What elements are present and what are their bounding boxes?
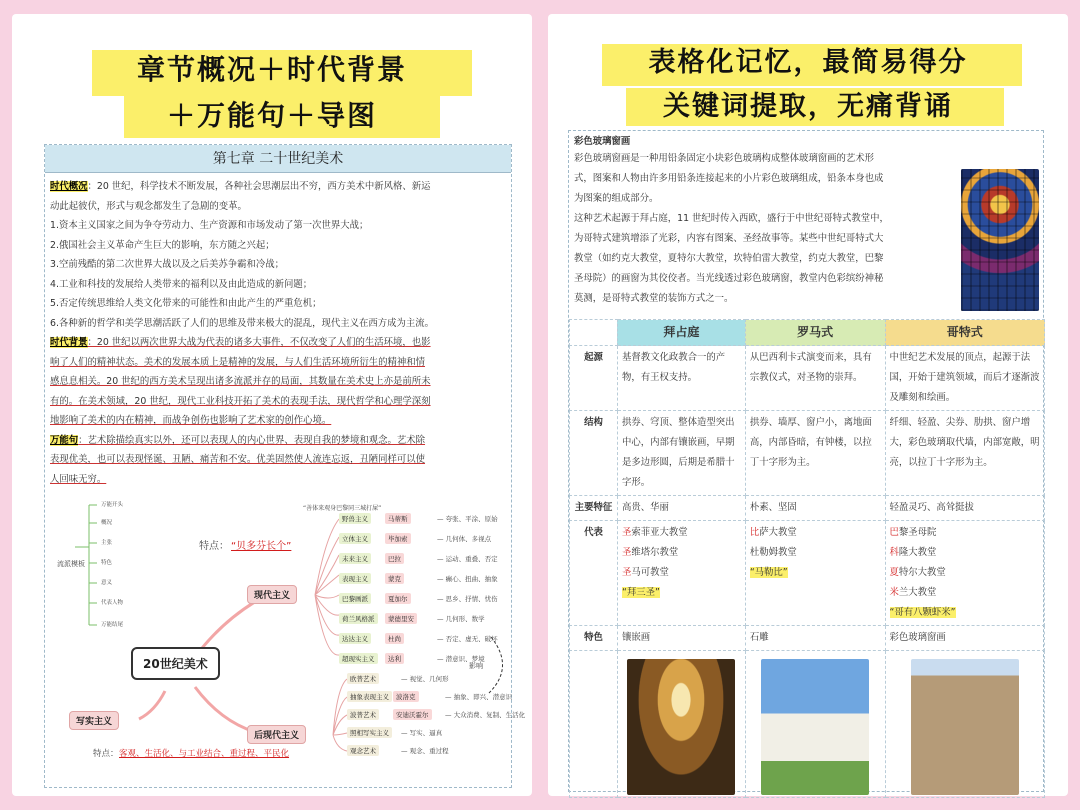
right-page xyxy=(548,14,1068,796)
list-item xyxy=(622,543,741,563)
table-cell: 轻盈灵巧、高耸挺拔 xyxy=(885,496,1044,521)
sentence-line xyxy=(50,431,506,451)
sentence-text-2: 表现优美，也可以表现怪诞、丑陋、痛苦和不安。优美固然使人流连忘返，丑陋同样可以使 xyxy=(50,454,426,465)
rest-text: 索菲亚大教堂 xyxy=(631,527,688,538)
table-cell: 朴素、坚固 xyxy=(745,496,885,521)
row-label-representative: 代表 xyxy=(570,521,618,626)
table-cell: 镶嵌画 xyxy=(617,626,745,651)
overview-line xyxy=(50,177,506,197)
background-text-2: 响了人们的精神状态。美术的发展本质上是精神的发展，与人们生活环境所衍生的精神和情 xyxy=(50,356,426,368)
legend-item-7: 万能结尾 xyxy=(101,622,124,628)
header-byzantine: 拜占庭 xyxy=(617,320,745,346)
mind-map-description: — 观念、重过程 xyxy=(401,747,449,755)
overview-text: ：20 世纪，科学技术不断发展，各种社会思潮层出不穷，西方美术中新风格、新运 xyxy=(87,181,431,192)
header-gothic: 哥特式 xyxy=(885,320,1044,346)
first-char: 米 xyxy=(889,587,899,598)
legend-item-1: 万能开头 xyxy=(101,502,124,508)
table-row xyxy=(570,496,1045,521)
first-char: 巴 xyxy=(889,527,899,538)
table-cell: 从巴西利卡式演变而来，具有宗教仪式，对圣物的崇拜。 xyxy=(745,346,885,411)
mind-map-description: — 抽象、即兴、潜意识 xyxy=(445,693,513,701)
mnemonic xyxy=(750,563,881,583)
table-row xyxy=(570,521,1045,626)
legend-item-2: 概况 xyxy=(101,520,113,526)
mind-map-school: 巴黎画派 xyxy=(339,593,371,604)
overview-text-2: 动此起彼伏，形式与观念都发生了急剧的变革。 xyxy=(50,200,247,212)
table-cell xyxy=(885,521,1044,626)
left-page xyxy=(12,14,532,796)
mind-map-school: 野兽主义 xyxy=(339,513,371,524)
point-6: 6.各种新的哲学和美学思潮活跃了人们的思维及带来极大的混乱，现代主义在西方成为主流。 xyxy=(50,317,434,329)
feature-1-text: “贝多芬长个” xyxy=(231,541,292,552)
rest-text: 兰大教堂 xyxy=(898,587,937,598)
point-1: 1.资本主义国家之间为争夺劳动力、生产资源和市场发动了第一次世界大战； xyxy=(50,220,369,231)
comparison-document xyxy=(568,130,1044,792)
feature-1-label: 特点： xyxy=(199,541,229,552)
mind-map-artist: 安迪沃霍尔 xyxy=(393,709,432,720)
mind-map-description: — 几何体、多视点 xyxy=(437,535,492,543)
mind-map-artist: 夏加尔 xyxy=(385,593,411,604)
background-text-5: 地影响了美术的内在精神，而战争创伤也影响了艺术家的创作心境。 xyxy=(50,415,332,426)
mind-map-center: 20世纪美术 xyxy=(131,647,220,680)
table-row xyxy=(570,651,1045,798)
stained-glass-image xyxy=(961,169,1039,311)
mind-map-description: — 潜意识、梦境 xyxy=(437,655,485,663)
feature-2-label: 特点： xyxy=(93,749,119,759)
mind-map-description: — 否定、虚无、破坏 xyxy=(437,635,498,643)
table-cell xyxy=(885,651,1044,798)
table-cell: 高贵、华丽 xyxy=(617,496,745,521)
sentence-text-1: ：艺术除描绘真实以外，还可以表现人的内心世界、表现自我的梦境和观念。艺术除 xyxy=(78,434,426,446)
sentence-text-3: 人回味无穷。 xyxy=(50,473,107,485)
rest-text: 马可教堂 xyxy=(631,567,669,578)
mind-map-school: 荷兰风格派 xyxy=(339,613,378,624)
row-label-origin: 起源 xyxy=(570,346,618,411)
mind-map-school: 波普艺术 xyxy=(347,709,379,720)
mind-map-school: 抽象表现主义 xyxy=(347,691,392,702)
table-cell xyxy=(617,521,745,626)
architecture-comparison-table xyxy=(569,319,1045,798)
stained-glass-title: 彩色玻璃窗画 xyxy=(574,136,631,147)
first-char: 夏 xyxy=(889,567,899,578)
list-item xyxy=(622,563,741,583)
sentence-label: 万能句 xyxy=(50,434,79,446)
right-banner-title-2: 关键词提取，无痛背诵 xyxy=(663,91,953,122)
overview-label: 时代概况 xyxy=(50,181,88,192)
table-row xyxy=(570,626,1045,651)
list-item xyxy=(890,543,1040,563)
glass-line-3: 为图案的组成部分。 xyxy=(574,193,659,204)
mind-map-description: — 思乡、抒情、忧伤 xyxy=(437,595,498,603)
mind-map-description: — 大众消费、复制、生活化 xyxy=(445,711,526,719)
postmodern-branch: 后现代主义 xyxy=(247,725,306,744)
chapter-body xyxy=(45,173,511,489)
left-banner-title-2: ＋万能句＋导图 xyxy=(166,99,377,132)
mind-map-school: 超现实主义 xyxy=(339,653,378,664)
pisa-cathedral-photo xyxy=(761,659,869,795)
mind-map-artist: 波洛克 xyxy=(393,691,419,702)
mind-map-school: 欧普艺术 xyxy=(347,673,379,684)
rest-text: 隆大教堂 xyxy=(898,547,937,558)
legend-item-4: 特色 xyxy=(101,560,113,566)
stained-glass-section xyxy=(574,135,946,309)
mind-map-artist: 蒙德里安 xyxy=(385,613,417,624)
table-cell: 纤细、轻盈、尖券、肋拱、窗户增大，彩色玻璃取代墙，内部宽敞，明亮，以拉丁十字形为主。 xyxy=(885,411,1044,496)
right-banner-title-1: 表格化记忆，最简易得分 xyxy=(648,47,968,78)
mnemonic xyxy=(890,603,1040,623)
mind-map-description: — 视觉、几何形 xyxy=(401,675,449,683)
chapter-document xyxy=(44,144,526,788)
mind-map-school: 达达主义 xyxy=(339,633,371,644)
table-cell: 基督教文化政教合一的产物，有王权支持。 xyxy=(617,346,745,411)
point-4: 4.工业和科技的发展给人类带来的福利以及由此造成的新问题； xyxy=(50,278,313,290)
mind-map-school: 照相写实主义 xyxy=(347,727,392,738)
list-item xyxy=(622,523,741,543)
mind-map-school: 立体主义 xyxy=(339,533,371,544)
mind-map-artist: 巴拉 xyxy=(385,553,404,564)
mind-map-school: 观念艺术 xyxy=(347,745,379,756)
background-label: 时代背景 xyxy=(50,337,88,348)
mind-map-description: — 运动、重叠、否定 xyxy=(437,555,498,563)
table-corner xyxy=(570,320,618,346)
influence-label: 影响 xyxy=(469,662,483,670)
table-cell: 拱券、穹顶、整体造型突出中心，内部有镶嵌画，早期是多边形圆，后期是希腊十字形。 xyxy=(617,411,745,496)
mind-map-artist: 马蒂斯 xyxy=(385,513,411,524)
notre-dame-photo xyxy=(911,659,1019,795)
list-item xyxy=(890,523,1040,543)
table-cell: 彩色玻璃窗画 xyxy=(885,626,1044,651)
point-5: 5.否定传统思维给人类文化带来的可能性和由此产生的严重危机； xyxy=(50,298,322,309)
list-item xyxy=(890,583,1040,603)
glass-line-6: 教堂（如约克大教堂，夏特尔大教堂，坎特伯雷大教堂，约克大教堂，巴黎 xyxy=(574,253,884,264)
glass-line-7: 圣母院）的画窗为其佼佼者。当光线透过彩色玻璃窗，教堂内色彩缤纷神秘 xyxy=(574,273,884,284)
glass-line-4: 这种艺术起源于拜占庭，11 世纪时传入西欧，盛行于中世纪哥特式教堂中， xyxy=(574,213,889,224)
mind-map-artist: 蒙克 xyxy=(385,573,404,584)
legend-item-3: 主张 xyxy=(101,540,113,546)
legend-item-6: 代表人物 xyxy=(101,600,124,606)
mind-map xyxy=(45,497,526,787)
first-char: 比 xyxy=(749,527,760,538)
mnemonic xyxy=(622,583,741,603)
glass-line-1: 彩色玻璃窗画是一种用铅条固定小块彩色玻璃构成整体玻璃窗画的艺术形 xyxy=(574,153,875,164)
feature-2-text: 客观、生活化、与工业结合、重过程、平民化 xyxy=(119,749,290,759)
chapter-title: 第七章 二十世纪美术 xyxy=(45,145,511,173)
mnemonic-text: “马勒比” xyxy=(749,567,788,578)
mind-map-description: — 癫心、扭曲、抽象 xyxy=(437,575,498,583)
first-char: 圣 xyxy=(621,547,632,558)
mind-map-artist: 杜尚 xyxy=(385,633,404,644)
rest-text: 特尔大教堂 xyxy=(898,567,946,578)
left-banner-title-1: 章节概况＋时代背景 xyxy=(136,53,407,86)
table-cell: 石雕 xyxy=(745,626,885,651)
table-header-row xyxy=(570,320,1045,346)
list-item xyxy=(890,563,1040,583)
photo-row-label xyxy=(570,651,618,798)
first-char: 圣 xyxy=(621,527,632,538)
background-text-4: 有的。在美术领域，20 世纪，现代工业科技开拓了美术的表现手法，现代哲学和心理学深刻 xyxy=(50,395,431,407)
rest-text: 黎圣母院 xyxy=(898,527,937,538)
background-text-1: ：20 世纪以两次世界大战为代表的诸多大事件，不仅改变了人们的生活环境，也影 xyxy=(87,337,431,348)
mind-map-description: — 写实、逼真 xyxy=(401,729,443,737)
row-label-specialty: 特色 xyxy=(570,626,618,651)
mind-map-artist: 毕加索 xyxy=(385,533,411,544)
header-romanesque: 罗马式 xyxy=(745,320,885,346)
background-line xyxy=(50,333,506,353)
point-3: 3.空前残酷的第二次世界大战以及之后美苏争霸和冷战； xyxy=(50,259,284,270)
table-row xyxy=(570,346,1045,411)
table-row xyxy=(570,411,1045,496)
list-item: 杜勒姆教堂 xyxy=(749,547,797,558)
glass-line-5: 为哥特式建筑增添了光彩，内容有图案、圣经故事等。某些中世纪哥特式大 xyxy=(574,233,884,244)
mnemonic-text: “拜三圣” xyxy=(621,587,660,598)
glass-line-2: 式，图案和人物由许多用铅条连接起来的小片彩色玻璃组成，铅条本身也成 xyxy=(574,173,884,184)
table-cell xyxy=(745,651,885,798)
list-item xyxy=(750,523,881,543)
modern-branch: 现代主义 xyxy=(247,585,297,604)
glass-line-8: 莫测，是哥特式教堂的装饰方式之一。 xyxy=(574,293,734,304)
row-label-features: 主要特征 xyxy=(570,496,618,521)
point-2: 2.俄国社会主义革命产生巨大的影响，东方随之兴起； xyxy=(50,239,275,251)
mnemonic-text: “哥有八颗虾米” xyxy=(889,607,956,618)
mind-map-artist: 达利 xyxy=(385,653,404,664)
legend-item-5: 意义 xyxy=(101,580,113,586)
rest-text: 萨大教堂 xyxy=(759,527,797,538)
row-label-structure: 结构 xyxy=(570,411,618,496)
mind-map-description: — 夸张、平涂、原始 xyxy=(437,515,498,523)
mind-map-description: — 几何形、数学 xyxy=(437,615,485,623)
mind-map-school: 未来主义 xyxy=(339,553,371,564)
mind-map-note: “善体来观身巴黎同三城打屎” xyxy=(303,505,382,512)
table-cell: 中世纪艺术发展的顶点，起源于法国，开始于建筑领域，而后才逐渐波及雕刻和绘画。 xyxy=(885,346,1044,411)
rest-text: 维塔尔教堂 xyxy=(631,547,679,558)
table-cell xyxy=(617,651,745,798)
background-text-3: 感息息相关。20 世纪的西方美术呈现出诸多流派并存的局面，其数量在美术史上亦是前所未 xyxy=(50,376,431,387)
mind-map-school: 表现主义 xyxy=(339,573,371,584)
first-char: 科 xyxy=(889,547,899,558)
legend-title: 流派模板 xyxy=(57,560,85,568)
hagia-sophia-photo xyxy=(627,659,735,795)
table-cell xyxy=(745,521,885,626)
first-char: 圣 xyxy=(621,567,632,578)
table-cell: 拱券、墙厚、窗户小，离地面高，内部昏暗，有钟楼，以拉丁十字形为主。 xyxy=(745,411,885,496)
realism-branch: 写实主义 xyxy=(69,711,119,730)
